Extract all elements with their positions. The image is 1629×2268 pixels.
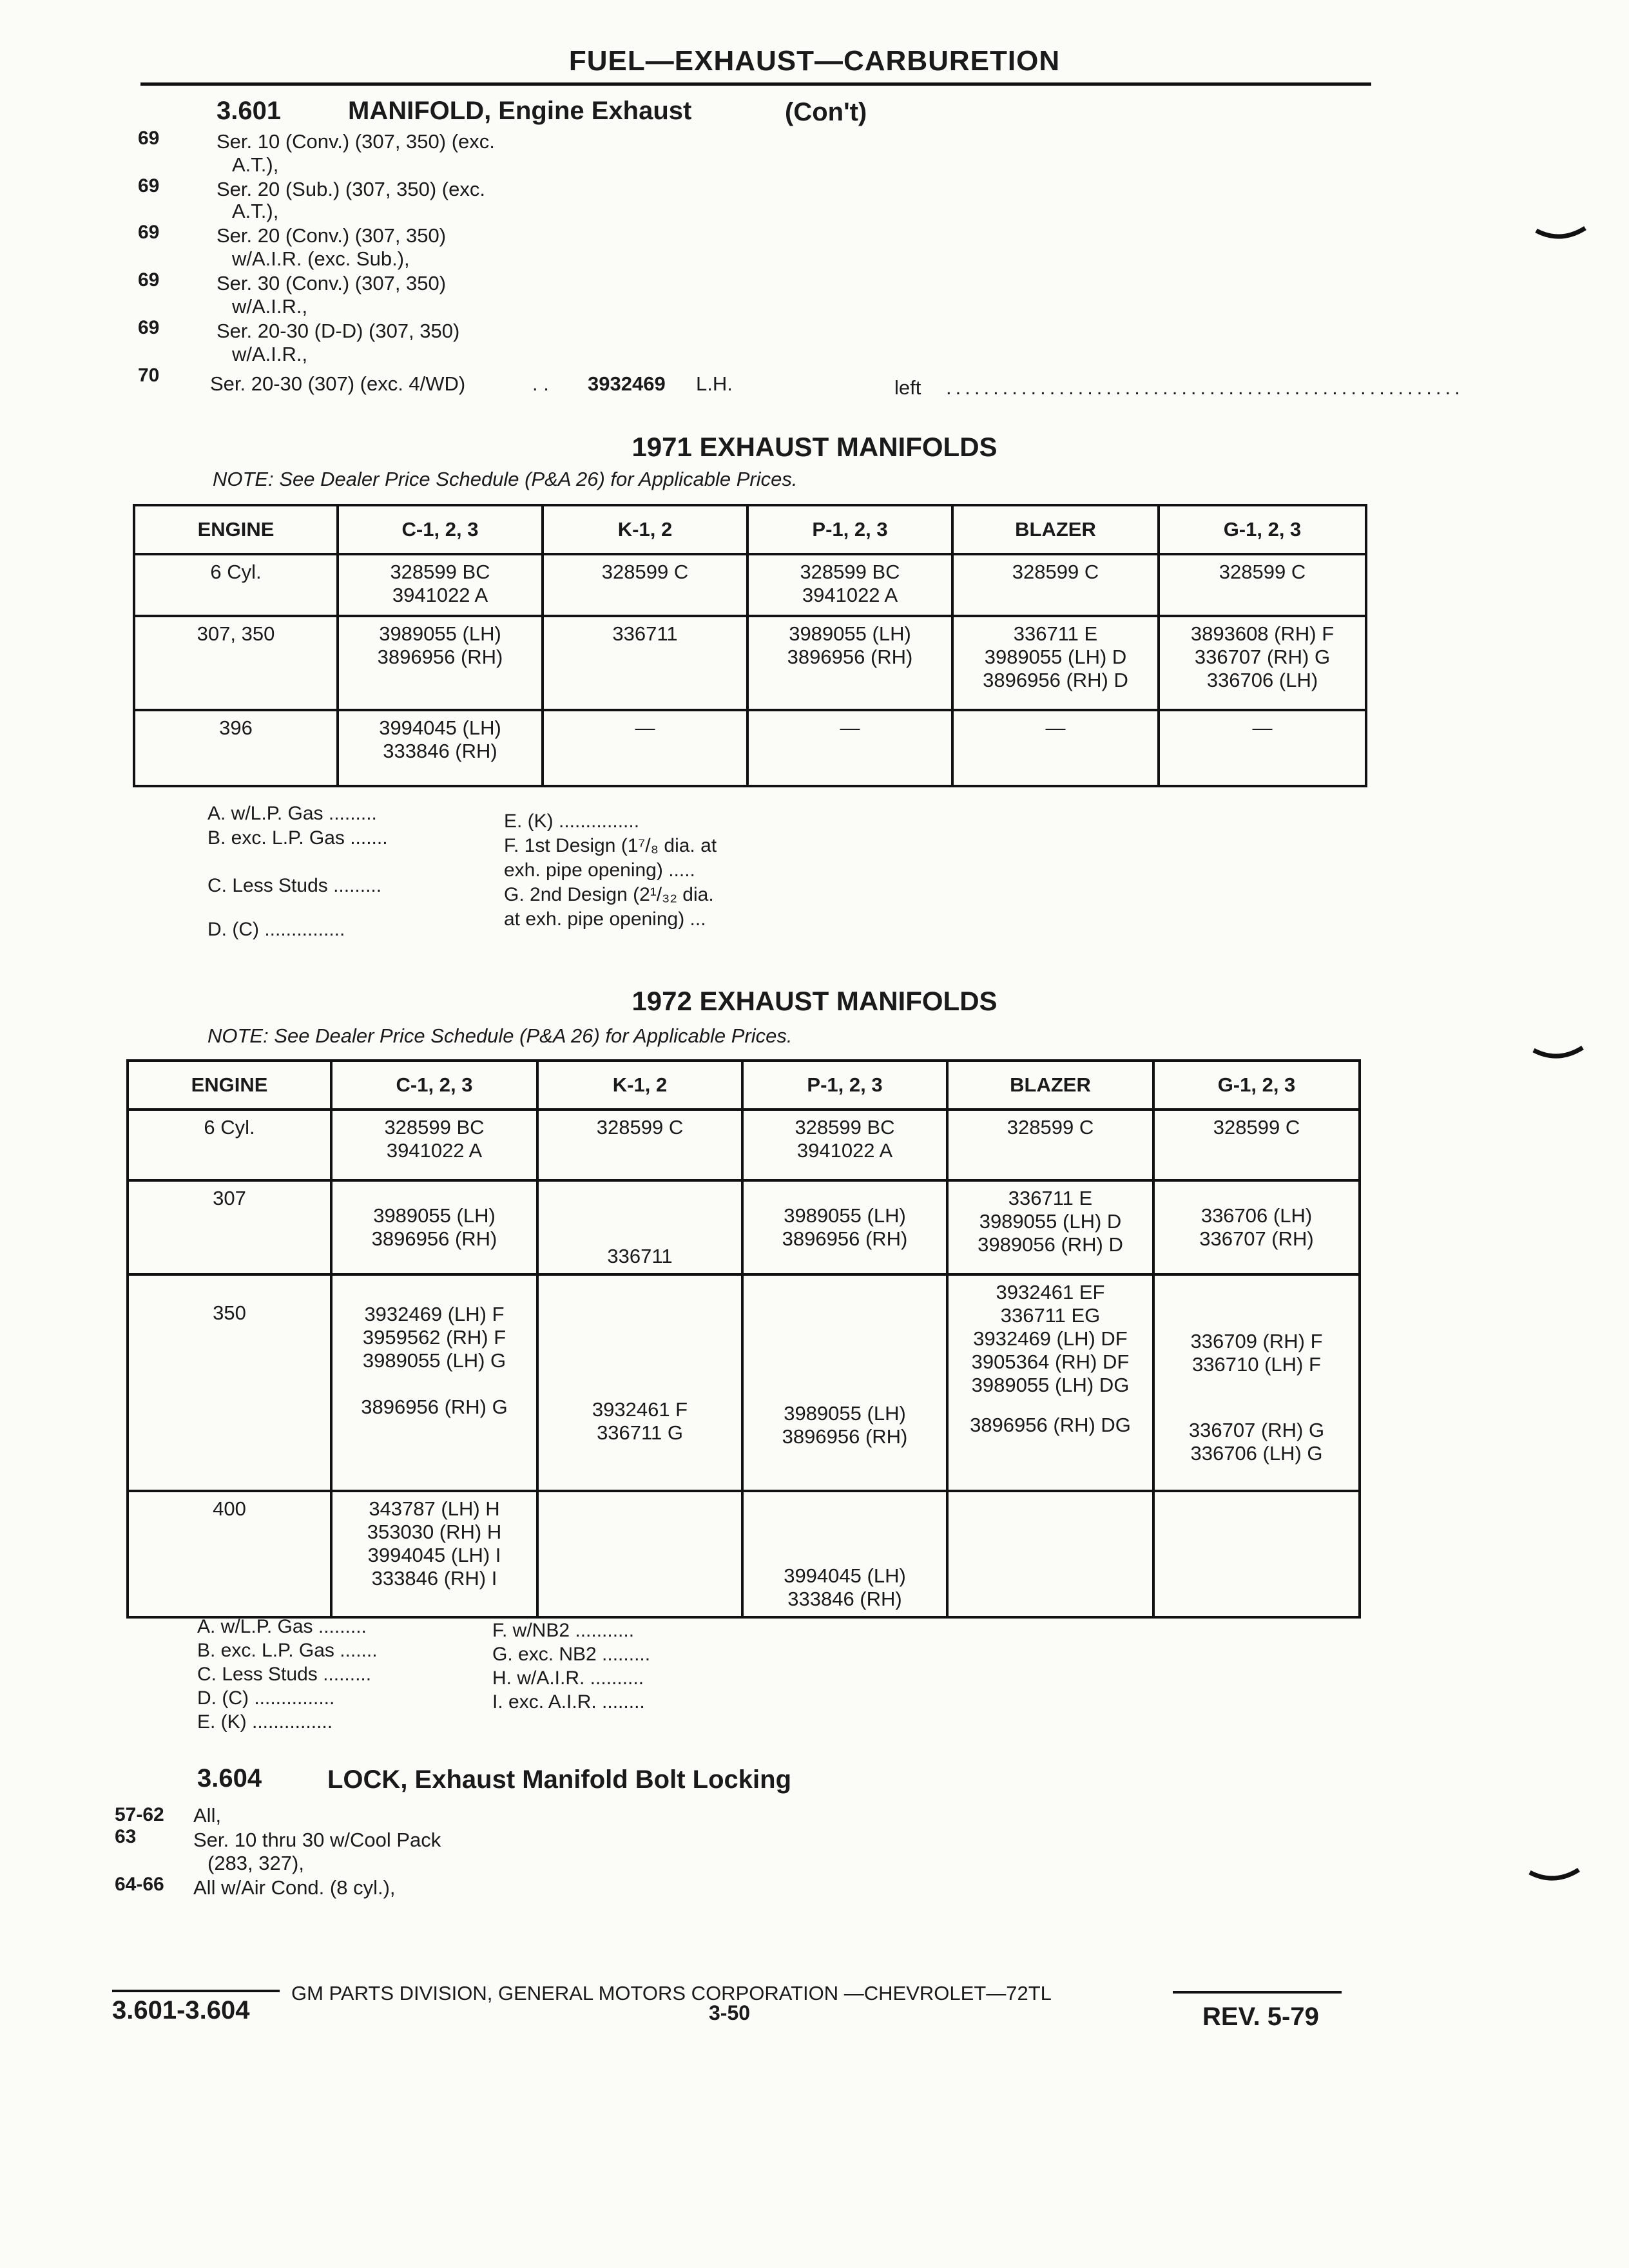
page-header-title: FUEL—EXHAUST—CARBURETION [568, 45, 1061, 77]
binder-mark-icon [1535, 227, 1586, 244]
part-number: 3896956 (RH) [782, 1227, 908, 1250]
part-side: L.H. [696, 372, 733, 395]
year-label: 70 [138, 365, 160, 386]
part-number: 328599 C [596, 1116, 684, 1139]
part-number: 3905364 (RH) DF [971, 1350, 1130, 1373]
part-number: 3896956 (RH) G [361, 1396, 508, 1418]
application-line: w/A.I.R., [232, 295, 308, 318]
col-header-g: G-1, 2, 3 [1159, 505, 1366, 554]
legend-item: F. w/NB2 ........... [492, 1620, 635, 1641]
application-line: Ser. 20 (Conv.) (307, 350) [217, 224, 447, 247]
engine-label: 6 Cyl. [204, 1116, 255, 1139]
table-header-row [128, 1061, 1360, 1110]
part-number: 336706 (LH) [1206, 669, 1318, 691]
table-1971 [133, 504, 1367, 787]
engine-cell [128, 1180, 331, 1274]
legend-item: I. exc. A.I.R. ........ [492, 1691, 645, 1713]
cell-k [537, 1274, 742, 1491]
part-number: 328599 C [1219, 561, 1306, 583]
part-number: 336706 (LH) G [1190, 1442, 1323, 1465]
part-number: 3989055 (LH) [379, 622, 501, 645]
cell-p [742, 1180, 947, 1274]
table-row [134, 710, 1366, 786]
part-number: 336707 (RH) [1199, 1227, 1314, 1250]
col-header-p: P-1, 2, 3 [747, 505, 952, 554]
year-label: 69 [138, 175, 160, 197]
part-number: 3932461 EF [996, 1281, 1105, 1303]
cell-p [747, 554, 952, 616]
col-header-c: C-1, 2, 3 [338, 505, 543, 554]
part-number: 3989055 (LH) DG [971, 1374, 1130, 1396]
part-description: left [894, 376, 921, 399]
leader-dots: . . [532, 372, 549, 395]
part-number: 328599 C [1213, 1116, 1300, 1139]
engine-cell [134, 616, 338, 710]
application-line: Ser. 20-30 (307) (exc. 4/WD) [210, 372, 466, 395]
footer-revision: REV. 5-79 [1202, 2003, 1319, 2031]
col-header-k: K-1, 2 [537, 1061, 742, 1110]
application-line: w/A.I.R., [232, 343, 308, 365]
year-label: 69 [138, 269, 160, 291]
part-number: 3989055 (LH) [784, 1204, 906, 1227]
part-number: 336711 G [597, 1421, 683, 1444]
binder-mark-icon [1532, 1046, 1584, 1063]
legend-1972-right [492, 1619, 650, 1714]
engine-label: 350 [213, 1302, 246, 1324]
leader-dots-decor: ....................................................... [946, 376, 1464, 399]
legend-item: B. exc. L.P. Gas ....... [197, 1640, 378, 1661]
application-line: Ser. 10 (Conv.) (307, 350) (exc. [217, 130, 495, 153]
application-line: All w/Air Cond. (8 cyl.), [193, 1876, 396, 1899]
cell-k [537, 1491, 742, 1617]
part-number: 3994045 (LH) I [367, 1544, 501, 1566]
part-number: 336711 [612, 622, 678, 645]
engine-label: 400 [213, 1497, 246, 1520]
not-applicable-dash: — [1045, 716, 1066, 739]
part-number: 336707 (RH) G [1188, 1419, 1325, 1441]
legend-1971-left [207, 802, 388, 942]
binder-mark-icon [1528, 1869, 1580, 1885]
part-number: 328599 C [601, 561, 689, 583]
part-number: 3994045 (LH) [379, 716, 501, 739]
application-line: Ser. 30 (Conv.) (307, 350) [217, 272, 447, 294]
col-header-blazer: BLAZER [952, 505, 1159, 554]
section-title: MANIFOLD, Engine Exhaust [348, 97, 692, 125]
cell-g [1159, 710, 1366, 786]
section-number: 3.604 [197, 1764, 262, 1792]
part-number: 3896956 (RH) D [983, 669, 1128, 691]
table-header-row [134, 505, 1366, 554]
part-number: 343787 (LH) H [369, 1497, 500, 1520]
part-number: 353030 (RH) H [367, 1521, 502, 1543]
cell-c [331, 1274, 537, 1491]
part-number: 3896956 (RH) DG [970, 1414, 1131, 1436]
application-line: Ser. 10 thru 30 w/Cool Pack [193, 1829, 441, 1851]
cell-c [331, 1491, 537, 1617]
cell-blazer [952, 616, 1159, 710]
part-number: 3989055 (LH) [789, 622, 911, 645]
table-1971-note: NOTE: See Dealer Price Schedule (P&A 26) for Applicable Prices. [213, 468, 798, 490]
part-number: 336711 E [1008, 1187, 1093, 1209]
part-number: 336706 (LH) [1200, 1204, 1313, 1227]
application-line: A.T.), [232, 153, 279, 176]
cell-c [338, 710, 543, 786]
col-header-k: K-1, 2 [543, 505, 747, 554]
footer-page-number: 3-50 [709, 2001, 751, 2024]
cell-c [338, 554, 543, 616]
application-line: w/A.I.R. (exc. Sub.), [232, 247, 410, 270]
cell-g [1153, 1274, 1360, 1491]
part-number: 3896956 (RH) [787, 646, 913, 668]
legend-item: at exh. pipe opening) ... [504, 908, 706, 930]
year-label: 69 [138, 222, 160, 243]
legend-item: E. (K) ............... [197, 1711, 333, 1733]
cell-g [1159, 616, 1366, 710]
table-1972-note: NOTE: See Dealer Price Schedule (P&A 26) for Applicable Prices. [207, 1024, 793, 1047]
legend-1972-left [197, 1615, 378, 1734]
part-number: 3941022 A [796, 1139, 893, 1162]
legend-item: G. 2nd Design (2¹/₃₂ dia. [504, 884, 714, 905]
engine-label: 6 Cyl. [210, 561, 262, 583]
part-number: 3896956 (RH) [782, 1425, 908, 1448]
part-number: 3896956 (RH) [377, 646, 503, 668]
table-row [134, 616, 1366, 710]
part-number: 3989055 (LH) [784, 1402, 906, 1425]
table-row [128, 1180, 1360, 1274]
table-row [128, 1274, 1360, 1491]
part-number: 3932469 (LH) DF [973, 1327, 1128, 1350]
year-label: 69 [138, 128, 160, 149]
table-1971-title: 1971 EXHAUST MANIFOLDS [631, 432, 998, 462]
part-number: 328599 BC [795, 1116, 895, 1139]
cell-k [543, 554, 747, 616]
legend-item: G. exc. NB2 ......... [492, 1644, 651, 1665]
cell-k [537, 1110, 742, 1180]
part-number: 3994045 (LH) [784, 1564, 906, 1587]
application-line: (283, 327), [207, 1852, 304, 1874]
part-number: 3959562 (RH) F [362, 1326, 506, 1349]
engine-label: 396 [219, 716, 253, 739]
part-number: 3989055 (LH) [373, 1204, 496, 1227]
engine-label: 307, 350 [197, 622, 275, 645]
cell-c [331, 1110, 537, 1180]
part-number: 333846 (RH) I [371, 1567, 497, 1590]
application-line: Ser. 20-30 (D-D) (307, 350) [217, 320, 460, 342]
year-label: 64-66 [115, 1874, 164, 1895]
not-applicable-dash: — [635, 716, 655, 739]
cell-p [742, 1274, 947, 1491]
cell-p [747, 710, 952, 786]
cell-g [1153, 1110, 1360, 1180]
legend-item: D. (C) ............... [197, 1687, 335, 1709]
col-header-blazer: BLAZER [947, 1061, 1153, 1110]
cell-blazer [947, 1180, 1153, 1274]
part-number: 328599 C [1007, 1116, 1094, 1139]
col-header-g: G-1, 2, 3 [1153, 1061, 1360, 1110]
cell-k [543, 616, 747, 710]
cell-blazer [947, 1274, 1153, 1491]
section-continued: (Con't) [785, 98, 867, 126]
part-number: 328599 BC [800, 561, 900, 583]
col-header-engine: ENGINE [134, 505, 338, 554]
part-number: 328599 BC [384, 1116, 485, 1139]
application-line: A.T.), [232, 200, 279, 222]
cell-c [331, 1180, 537, 1274]
col-header-p: P-1, 2, 3 [742, 1061, 947, 1110]
part-number: 3989055 (LH) G [362, 1349, 506, 1372]
legend-item: E. (K) ............... [504, 811, 640, 832]
legend-item: exh. pipe opening) ..... [504, 860, 695, 881]
cell-g [1153, 1491, 1360, 1617]
part-number: 3896956 (RH) [371, 1227, 497, 1250]
cell-k [537, 1180, 742, 1274]
part-number: 3989056 (RH) D [978, 1233, 1123, 1256]
legend-item: C. Less Studs ......... [207, 875, 382, 896]
part-number: 336710 (LH) F [1192, 1353, 1321, 1376]
part-number: 3989055 (LH) D [979, 1210, 1122, 1233]
legend-item: A. w/L.P. Gas ......... [207, 803, 377, 824]
cell-k [543, 710, 747, 786]
col-header-c: C-1, 2, 3 [331, 1061, 537, 1110]
footer-rule-left [112, 1990, 280, 1992]
cell-blazer [952, 710, 1159, 786]
part-number: 336709 (RH) F [1190, 1330, 1323, 1352]
footer-rule-right [1173, 1991, 1342, 1994]
part-number: 336711 [607, 1245, 673, 1267]
legend-item: B. exc. L.P. Gas ....... [207, 827, 388, 849]
engine-cell [128, 1274, 331, 1491]
cell-blazer [952, 554, 1159, 616]
header-rule [140, 82, 1371, 86]
part-number: 3941022 A [386, 1139, 483, 1162]
part-number: 336711 EG [1000, 1304, 1101, 1327]
engine-cell [134, 710, 338, 786]
application-line: All, [193, 1804, 222, 1827]
legend-item: A. w/L.P. Gas ......... [197, 1616, 367, 1637]
part-number: 3932469 [588, 372, 666, 395]
col-header-engine: ENGINE [128, 1061, 331, 1110]
part-number: 333846 (RH) [787, 1588, 902, 1610]
part-number: 3941022 A [802, 584, 898, 606]
application-line: Ser. 20 (Sub.) (307, 350) (exc. [217, 178, 485, 200]
table-row [134, 554, 1366, 616]
section-title: LOCK, Exhaust Manifold Bolt Locking [327, 1765, 791, 1794]
footer-publisher: GM PARTS DIVISION, GENERAL MOTORS CORPORATION —CHEVROLET—72TL [291, 1982, 1052, 2004]
footer-section-range: 3.601-3.604 [112, 1996, 250, 2024]
part-number: 336711 E [1013, 622, 1098, 645]
part-number: 328599 BC [390, 561, 490, 583]
table-row [128, 1491, 1360, 1617]
engine-cell [134, 554, 338, 616]
cell-g [1159, 554, 1366, 616]
part-number: 336707 (RH) G [1194, 646, 1331, 668]
part-number: 333846 (RH) [383, 740, 497, 762]
legend-item: D. (C) ............... [207, 919, 345, 940]
cell-p [742, 1491, 947, 1617]
cell-g [1153, 1180, 1360, 1274]
not-applicable-dash: — [1252, 716, 1273, 739]
part-number: 3941022 A [392, 584, 488, 606]
year-label: 69 [138, 317, 160, 338]
legend-item: F. 1st Design (1⁷/₈ dia. at [504, 835, 717, 856]
year-label: 63 [115, 1826, 137, 1847]
cell-p [747, 616, 952, 710]
engine-label: 307 [213, 1187, 246, 1209]
part-number: 328599 C [1012, 561, 1099, 583]
section-number: 3.601 [217, 97, 282, 125]
part-number: 3932469 (LH) F [364, 1303, 505, 1325]
cell-c [338, 616, 543, 710]
legend-item: C. Less Studs ......... [197, 1664, 372, 1685]
year-label: 57-62 [115, 1804, 164, 1825]
cell-blazer [947, 1110, 1153, 1180]
table-row [128, 1110, 1360, 1180]
cell-p [742, 1110, 947, 1180]
part-number: 3893608 (RH) F [1190, 622, 1335, 645]
cell-blazer [947, 1491, 1153, 1617]
legend-item: H. w/A.I.R. .......... [492, 1667, 644, 1689]
engine-cell [128, 1110, 331, 1180]
legend-1971-right [504, 809, 717, 932]
table-1972-title: 1972 EXHAUST MANIFOLDS [631, 986, 998, 1016]
part-number: 3932461 F [592, 1398, 688, 1421]
table-1972 [126, 1059, 1361, 1619]
part-number: 3989055 (LH) D [984, 646, 1127, 668]
engine-cell [128, 1491, 331, 1617]
not-applicable-dash: — [840, 716, 860, 739]
